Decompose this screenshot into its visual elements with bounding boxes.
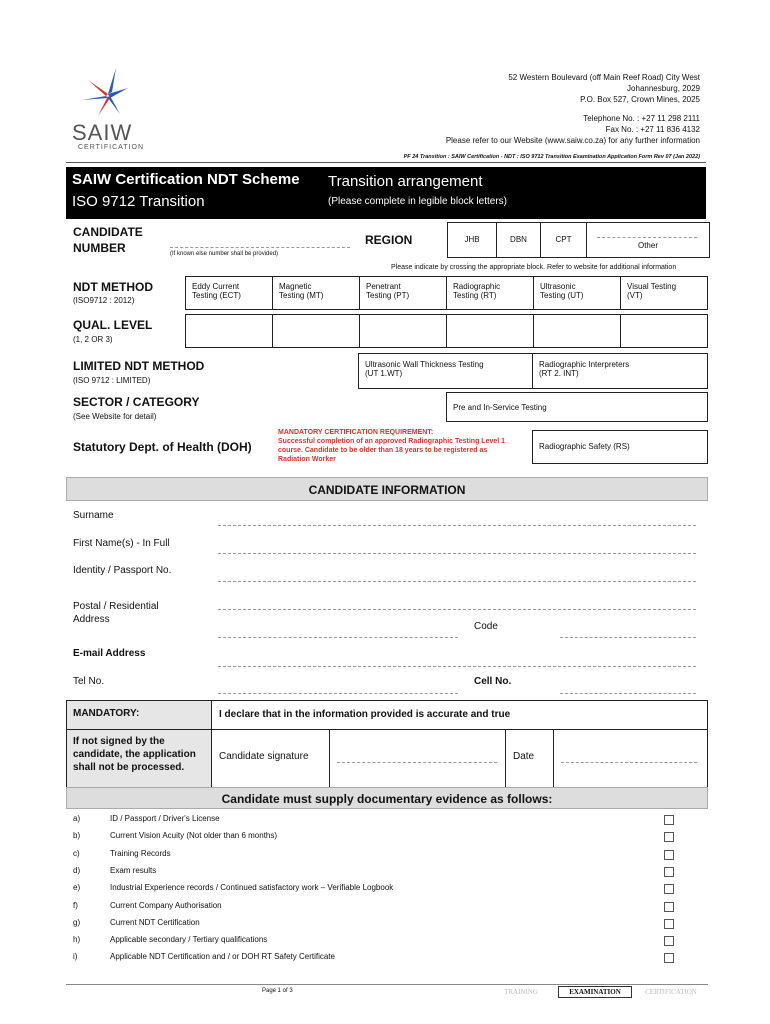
evidence-header: Candidate must supply documentary evidence as follows: [66, 787, 708, 809]
date-field[interactable] [561, 751, 697, 763]
qual-level-input[interactable] [446, 314, 534, 348]
qual-level-input[interactable] [185, 314, 273, 348]
evidence-key: e) [73, 883, 81, 893]
evidence-key: b) [73, 831, 81, 841]
region-cpt[interactable]: CPT [540, 222, 587, 258]
ndt-method-label: Testing (PT) [366, 291, 410, 300]
ndt-method-option[interactable] [359, 276, 447, 310]
evidence-text: Current NDT Certification [110, 917, 200, 927]
qual-level-input[interactable] [620, 314, 708, 348]
title-bar [66, 167, 706, 219]
ndt-method-label: Testing (RT) [453, 291, 497, 300]
star-logo-icon [68, 66, 148, 126]
step-training: TRAINING [504, 988, 538, 996]
candidate-number-field[interactable] [170, 236, 350, 248]
qual-level-label: QUAL. LEVEL [73, 318, 153, 332]
evidence-checkbox[interactable] [664, 919, 674, 929]
footer-rule [66, 984, 708, 985]
ndt-method-label: Testing (UT) [540, 291, 584, 300]
postal-field-2[interactable] [218, 626, 458, 638]
sector-label: SECTOR / CATEGORY [73, 395, 200, 409]
ndt-method-label: (VT) [627, 291, 643, 300]
limited-label: LIMITED NDT METHOD [73, 359, 205, 373]
evidence-checkbox[interactable] [664, 902, 674, 912]
region-dbn[interactable]: DBN [496, 222, 541, 258]
mandatory-block [66, 700, 708, 788]
surname-field[interactable] [218, 514, 696, 526]
ndt-method-label: Testing (MT) [279, 291, 324, 300]
evidence-key: i) [73, 952, 78, 962]
evidence-text: Industrial Experience records / Continued satisfactory work – Verifiable Logbook [110, 883, 394, 893]
tel-field[interactable] [218, 682, 458, 694]
page-number: Page 1 of 3 [262, 988, 293, 994]
ndt-method-label: Eddy Current [192, 282, 240, 291]
ndt-method-option[interactable] [533, 276, 621, 310]
evidence-text: ID / Passport / Driver's License [110, 814, 220, 823]
evidence-text: Applicable secondary / Tertiary qualifications [110, 935, 268, 945]
qual-level-sub: (1, 2 OR 3) [73, 335, 113, 344]
doh-requirement: MANDATORY CERTIFICATION REQUIREMENT: Successful completion of an approved Radiographic Testing Level 1 course. Candidate to be older than 18 years to be registered as Radiation Worker [278, 429, 506, 463]
logo-sub: CERTIFICATION [78, 144, 145, 151]
candidate-label: CANDIDATE NUMBER [73, 225, 143, 255]
firstnames-label: First Name(s) - In Full [73, 538, 170, 549]
limited-rt-int[interactable]: Radiographic Interpreters (RT 2. INT) [532, 353, 708, 389]
ndt-method-option[interactable] [272, 276, 360, 310]
evidence-checkbox[interactable] [664, 867, 674, 877]
step-examination: EXAMINATION [558, 986, 632, 998]
evidence-checkbox[interactable] [664, 936, 674, 946]
postal-label: Postal / Residential Address [73, 601, 159, 625]
address-web: Please refer to our Website (www.saiw.co.za) for any further information [445, 136, 700, 145]
ndt-method-label: NDT METHOD [73, 280, 153, 294]
evidence-checkbox[interactable] [664, 832, 674, 842]
evidence-text: Training Records [110, 848, 171, 858]
ndt-method-label: Ultrasonic [540, 282, 576, 291]
limited-sub: (ISO 9712 : LIMITED) [73, 376, 151, 385]
id-label: Identity / Passport No. [73, 565, 172, 576]
email-label: E-mail Address [73, 648, 146, 659]
candidate-info-header: CANDIDATE INFORMATION [66, 477, 708, 501]
signature-field[interactable] [337, 751, 497, 763]
evidence-text: Exam results [110, 865, 157, 875]
form-reference: PF 24 Transition : SAIW Certification - NDT : ISO 9712 Transition Examination Application Form Rev 07 (Jan 2022) [403, 154, 700, 160]
ndt-method-label: Testing (ECT) [192, 291, 241, 300]
address-line3: P.O. Box 527, Crown Mines, 2025 [580, 95, 700, 104]
evidence-text: Current Company Authorisation [110, 900, 222, 910]
evidence-key: d) [73, 865, 81, 875]
date-label: Date [513, 751, 535, 762]
address-tel: Telephone No. : +27 11 298 2111 [583, 114, 700, 123]
address-block [280, 72, 700, 146]
ndt-method-label: Visual Testing [627, 282, 677, 291]
postal-field-1[interactable] [218, 598, 696, 610]
ndt-method-sub: (ISO9712 : 2012) [73, 296, 135, 305]
evidence-text: Current Vision Acuity (Not older than 6 months) [110, 831, 278, 841]
evidence-checkbox[interactable] [664, 884, 674, 894]
region-jhb[interactable]: JHB [447, 222, 497, 258]
sector-sub: (See Website for detail) [73, 412, 157, 421]
qual-level-input[interactable] [359, 314, 447, 348]
id-field[interactable] [218, 570, 696, 582]
step-certification: CERTIFICATION [645, 988, 697, 996]
evidence-key: f) [73, 900, 78, 910]
evidence-key: g) [73, 917, 81, 927]
ndt-method-option[interactable] [446, 276, 534, 310]
evidence-checkbox[interactable] [664, 815, 674, 825]
candidate-note: (If known else number shall be provided) [170, 251, 279, 257]
qual-level-input[interactable] [272, 314, 360, 348]
firstnames-field[interactable] [218, 542, 696, 554]
evidence-checkbox[interactable] [664, 850, 674, 860]
header-rule [66, 162, 706, 163]
evidence-checkbox[interactable] [664, 953, 674, 963]
ndt-method-option[interactable] [620, 276, 708, 310]
evidence-text: Applicable NDT Certification and / or DOH RT Safety Certificate [110, 952, 335, 962]
region-other[interactable]: Other [586, 222, 710, 258]
saiw-logo [68, 66, 148, 156]
form-title: SAIW Certification NDT Scheme [72, 171, 300, 188]
qual-level-input[interactable] [533, 314, 621, 348]
footer-steps [484, 986, 708, 998]
region-label: REGION [365, 233, 413, 247]
transition-title: Transition arrangement [328, 173, 483, 190]
tel-label: Tel No. [73, 676, 105, 687]
evidence-key: a) [73, 814, 81, 823]
code-label: Code [474, 621, 498, 632]
transition-sub: (Please complete in legible block letters) [328, 196, 507, 207]
declaration: I declare that in the information provided is accurate and true [219, 709, 511, 720]
limited-ut-wt[interactable]: Ultrasonic Wall Thickness Testing (UT 1.WT) [358, 353, 533, 389]
cell-field[interactable] [560, 682, 696, 694]
ndt-method-label: Radiographic [453, 282, 501, 291]
evidence-key: c) [73, 848, 80, 858]
mandatory-warning: If not signed by the candidate, the application shall not be processed. [73, 736, 196, 773]
ndt-method-label: Magnetic [279, 282, 312, 291]
address-fax: Fax No. : +27 11 836 4132 [605, 125, 700, 134]
logo-brand: SAIW [72, 120, 133, 145]
address-line2: Johannesburg, 2029 [627, 84, 700, 93]
cell-label: Cell No. [474, 676, 512, 687]
code-field[interactable] [560, 626, 696, 638]
surname-label: Surname [73, 510, 114, 521]
mandatory-label: MANDATORY: [73, 708, 140, 719]
ndt-method-label: Penetrant [366, 282, 401, 291]
form-subtitle: ISO 9712 Transition [72, 193, 205, 210]
doh-radiographic-safety[interactable]: Radiographic Safety (RS) [532, 430, 708, 464]
email-field[interactable] [218, 655, 696, 667]
region-note: Please indicate by crossing the appropriate block. Refer to website for additional information [391, 264, 677, 271]
ndt-method-option[interactable] [185, 276, 273, 310]
address-line1: 52 Western Boulevard (off Main Reef Road) City West [508, 73, 700, 82]
evidence-key: h) [73, 935, 81, 945]
doh-label: Statutory Dept. of Health (DOH) [73, 440, 252, 454]
sector-preinservice[interactable]: Pre and In-Service Testing [446, 392, 708, 422]
signature-label: Candidate signature [219, 751, 309, 762]
